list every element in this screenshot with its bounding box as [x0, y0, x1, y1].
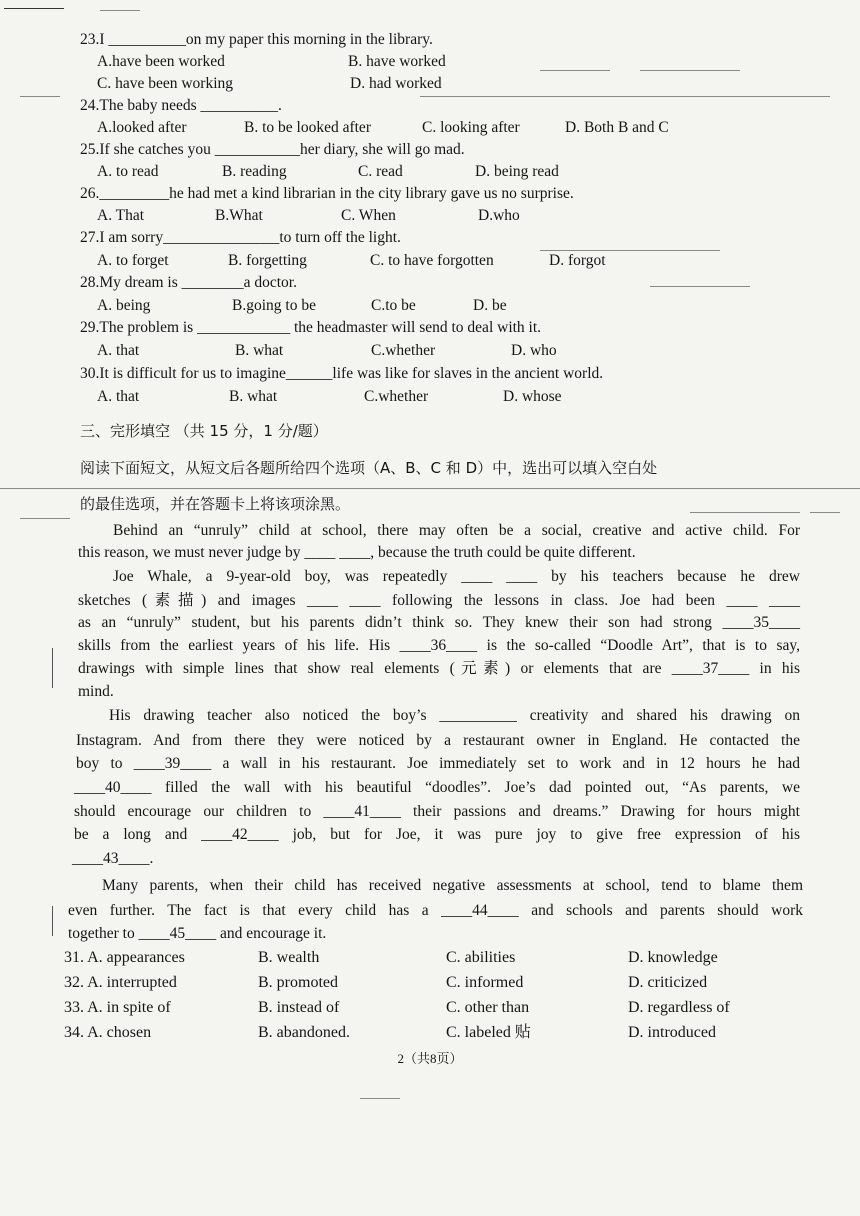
passage-line: Behind an “unruly” child at school, there may often be a social, creative and active child. For: [113, 522, 800, 539]
question-24-option-c: C. looking after: [422, 119, 520, 136]
passage-line: should encourage our children to ____41____ their passions and dreams.” Drawing for hours might: [74, 803, 800, 820]
passage-line: sketches (素描) and images ____ ____ following the lessons in class. Joe had been ____ ____: [78, 592, 800, 609]
question-27-option-c: C. to have forgotten: [370, 252, 494, 269]
scan-mark: [0, 488, 860, 489]
question-29-stem: 29.The problem is ____________ the headmaster will send to deal with it.: [80, 319, 542, 336]
question-23-option-a: A.have been worked: [97, 53, 225, 70]
passage-line: be a long and ____42____ job, but for Joe, it was pure joy to give free expression of his: [74, 826, 800, 843]
passage-line: Many parents, when their child has received negative assessments at school, tend to blame them: [102, 877, 803, 894]
passage-line: Instagram. And from there they were noticed by a restaurant owner in England. He contacted the: [76, 732, 800, 749]
scan-mark: [4, 8, 64, 9]
choice-34-b: B. abandoned.: [258, 1024, 350, 1041]
question-25-option-c: C. read: [358, 163, 403, 180]
passage-line: as an “unruly” student, but his parents didn’t think so. They knew their son had strong ____35____: [78, 614, 800, 631]
choice-31-a: 31. A. appearances: [64, 949, 185, 966]
scan-mark: [640, 70, 740, 71]
question-27-stem: 27.I am sorry_______________to turn off the light.: [80, 229, 401, 246]
question-23-option-c: C. have been working: [97, 75, 234, 92]
choice-32-a: 32. A. interrupted: [64, 974, 177, 991]
question-30-option-d: D. whose: [503, 388, 562, 405]
choice-33-d: D. regardless of: [628, 999, 730, 1016]
question-28-option-c: C.to be: [371, 297, 416, 314]
scan-mark: [20, 96, 60, 97]
question-27-option-d: D. forgot: [549, 252, 606, 269]
choice-33-a: 33. A. in spite of: [64, 999, 171, 1016]
scan-mark: [360, 1098, 400, 1099]
scan-mark: [810, 512, 840, 513]
passage-line: this reason, we must never judge by ____ ____, because the truth could be quite different.: [78, 544, 636, 561]
question-23-option-d: D. had worked: [350, 75, 442, 92]
passage-line: Joe Whale, a 9-year-old boy, was repeatedly ____ ____ by his teachers because he drew: [113, 568, 800, 585]
question-28-option-b: B.going to be: [232, 297, 316, 314]
question-23-option-b: B. have worked: [348, 53, 446, 70]
passage-line: drawings with simple lines that show real elements (元素) or elements that are ____37____ in his: [78, 660, 800, 677]
question-23-stem: 23.I __________on my paper this morning in the library.: [80, 31, 433, 48]
scan-mark: [650, 286, 750, 287]
question-26-stem: 26._________he had met a kind librarian in the city library gave us no surprise.: [80, 185, 574, 202]
question-29-option-d: D. who: [511, 342, 557, 359]
passage-line: mind.: [78, 683, 114, 700]
question-30-stem: 30.It is difficult for us to imagine______life was like for slaves in the ancient world.: [80, 365, 604, 382]
passage-line: together to ____45____ and encourage it.: [68, 925, 327, 942]
choice-31-d: D. knowledge: [628, 949, 718, 966]
question-26-option-b: B.What: [215, 207, 263, 224]
choice-34-d: D. introduced: [628, 1024, 716, 1041]
page-number: 2（共8页）: [397, 1051, 463, 1066]
passage-line: even further. The fact is that every child has a ____44____ and schools and parents should work: [68, 902, 803, 919]
question-24-option-a: A.looked after: [97, 119, 187, 136]
question-25-option-d: D. being read: [475, 163, 559, 180]
section-instruction-line-2: 的最佳选项，并在答题卡上将该项涂黑。: [80, 495, 351, 513]
scan-mark: [20, 518, 70, 519]
question-26-option-d: D.who: [478, 207, 520, 224]
choice-31-c: C. abilities: [446, 949, 516, 966]
scan-mark: [52, 906, 53, 936]
question-25-stem: 25.If she catches you ___________her diary, she will go mad.: [80, 141, 465, 158]
passage-line: His drawing teacher also noticed the boy’s __________ creativity and shared his drawing on: [109, 707, 800, 724]
question-28-option-a: A. being: [97, 297, 151, 314]
question-29-option-b: B. what: [235, 342, 284, 359]
section-heading: 三、完形填空 （共 15 分，1 分/题）: [80, 422, 328, 440]
question-29-option-c: C.whether: [371, 342, 436, 359]
question-27-option-a: A. to forget: [97, 252, 169, 269]
question-29-option-a: A. that: [97, 342, 140, 359]
question-30-option-b: B. what: [229, 388, 278, 405]
question-26-option-c: C. When: [341, 207, 396, 224]
section-instruction-line-1: 阅读下面短文，从短文后各题所给四个选项（A、B、C 和 D）中，选出可以填入空白处: [80, 459, 658, 477]
question-24-option-d: D. Both B and C: [565, 119, 669, 136]
choice-34-a: 34. A. chosen: [64, 1024, 152, 1041]
question-25-option-a: A. to read: [97, 163, 159, 180]
passage-line: ____43____.: [72, 850, 154, 867]
scan-mark: [690, 512, 800, 513]
question-25-option-b: B. reading: [222, 163, 287, 180]
choice-32-b: B. promoted: [258, 974, 338, 991]
question-26-option-a: A. That: [97, 207, 145, 224]
question-30-option-a: A. that: [97, 388, 140, 405]
question-28-stem: 28.My dream is ________a doctor.: [80, 274, 297, 291]
choice-32-c: C. informed: [446, 974, 524, 991]
question-27-option-b: B. forgetting: [228, 252, 307, 269]
passage-line: ____40____ filled the wall with his beautiful “doodles”. Joe’s dad pointed out, “As parents, we: [74, 779, 800, 796]
passage-line: boy to ____39____ a wall in his restaurant. Joe immediately set to work and in 12 hours he had: [76, 755, 800, 772]
scan-mark: [52, 648, 53, 688]
choice-32-d: D. criticized: [628, 974, 708, 991]
scan-mark: [540, 70, 610, 71]
scan-mark: [420, 96, 830, 97]
scan-mark: [100, 10, 140, 11]
question-24-option-b: B. to be looked after: [244, 119, 371, 136]
choice-31-b: B. wealth: [258, 949, 320, 966]
question-30-option-c: C.whether: [364, 388, 429, 405]
choice-33-c: C. other than: [446, 999, 530, 1016]
choice-33-b: B. instead of: [258, 999, 340, 1016]
passage-line: skills from the earliest years of his life. His ____36____ is the so-called “Doodle Art”, that is to say,: [78, 637, 800, 654]
question-24-stem: 24.The baby needs __________.: [80, 97, 282, 114]
question-28-option-d: D. be: [473, 297, 507, 314]
choice-34-c: C. labeled 贴: [446, 1024, 531, 1041]
